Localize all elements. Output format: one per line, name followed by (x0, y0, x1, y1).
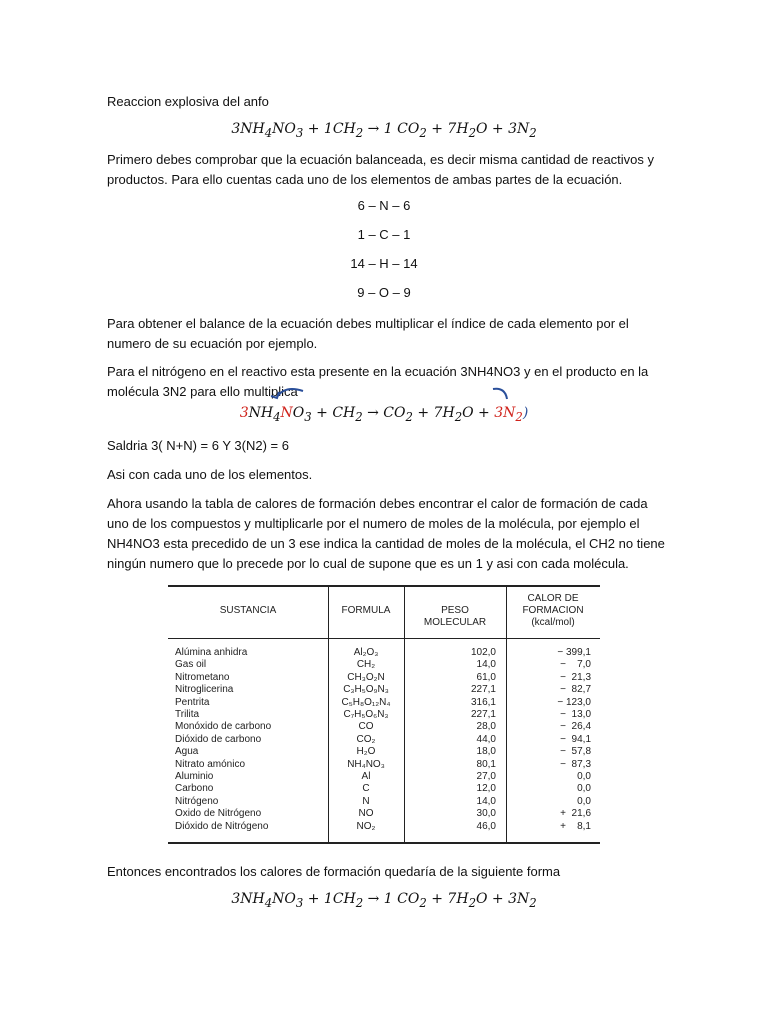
row-peso: 28,0 (476, 721, 496, 733)
row-calor: 0,0 (577, 783, 591, 795)
paragraph-final: Entonces encontrados los calores de formación quedaría de la siguiente forma (107, 864, 561, 879)
row-name: Trilita (175, 709, 200, 720)
row-name: Nitrato amónico (175, 758, 246, 770)
row-calor: − 123,0 (557, 696, 591, 708)
table-row (168, 709, 600, 721)
row-formula: CH₃O₂N (347, 671, 385, 683)
row-calor: + 8,1 (560, 820, 591, 832)
row-peso: 227,1 (470, 709, 496, 720)
paragraph-each: Asi con cada uno de los elementos. (107, 467, 313, 482)
table-row (168, 771, 600, 783)
row-peso: 14,0 (476, 659, 496, 671)
row-calor: − 82,7 (560, 684, 591, 696)
row-calor: − 87,3 (560, 758, 591, 770)
row-name: Dióxido de carbono (175, 733, 262, 745)
table-row (168, 759, 600, 771)
balance-o: 9 – O – 9 (357, 285, 411, 300)
table-row (168, 659, 600, 671)
row-calor: − 21,3 (560, 671, 591, 683)
table-row (168, 684, 600, 696)
table-row (168, 647, 600, 659)
row-calor: − 94,1 (560, 733, 591, 745)
header-formula: FORMULA (341, 605, 391, 616)
row-formula: Al (361, 771, 371, 782)
balance-h: 14 – H – 14 (350, 256, 418, 271)
row-formula: C₃H₅O₉N₃ (343, 684, 389, 696)
row-formula: CH₂ (356, 659, 376, 671)
table-row (168, 672, 600, 684)
row-peso: 80,1 (476, 758, 496, 770)
row-peso: 102,0 (470, 647, 496, 658)
row-name: Monóxido de carbono (175, 721, 272, 733)
row-peso: 227,1 (470, 684, 496, 696)
arrow-head-icon (271, 392, 279, 398)
row-name: Dióxido de Nitrógeno (175, 820, 269, 832)
paragraph-balance: Para obtener el balance de la ecuación debes multiplicar el índice de cada elemento por el numero de su ecuación por ejemplo. (107, 316, 629, 351)
header-calor: CALOR DE FORMACION (kcal/mol) (522, 593, 584, 628)
table-row (168, 746, 600, 758)
row-name: Pentrita (175, 696, 210, 708)
row-calor: − 13,0 (560, 709, 591, 720)
row-name: Nitroglicerina (175, 684, 234, 696)
row-formula: N (362, 795, 370, 807)
row-name: Oxido de Nitrógeno (175, 808, 262, 820)
row-formula: C (362, 783, 370, 795)
paragraph-result: Saldria 3( N+N) = 6 Y 3(N2) = 6 (107, 438, 289, 453)
row-formula: NH₄NO₃ (347, 758, 385, 770)
paragraph-intro: Primero debes comprobar que la ecuación balanceada, es decir misma cantidad de reactivos y productos. Para ello cuentas cada uno de los elementos de ambas partes de la ecuación. (107, 152, 655, 187)
row-peso: 12,0 (476, 783, 496, 795)
arrow-curve-icon (493, 389, 507, 399)
row-name: Nitrógeno (175, 795, 219, 807)
equation-2: $3NH_4NO_3 + CH_2 \to CO_2 + 7H_2O + 3N_2$) (239, 405, 529, 424)
row-formula: Al₂O₃ (353, 647, 379, 658)
row-peso: 316,1 (470, 696, 496, 708)
row-peso: 61,0 (476, 671, 496, 683)
row-name: Alúmina anhidra (175, 647, 248, 658)
row-calor: 0,0 (577, 795, 591, 807)
table-row (168, 821, 600, 833)
arrow-curve-icon (277, 389, 303, 397)
row-formula: NO₂ (356, 820, 376, 832)
row-name: Nitrometano (175, 671, 230, 683)
row-formula: C₅H₈O₁₂N₄ (341, 696, 391, 708)
row-peso: 27,0 (476, 771, 496, 782)
heading: Reaccion explosiva del anfo (107, 94, 269, 109)
equation-1: $3NH_4NO_3 + 1CH_2 \to 1$ $CO_2 + 7H_2O + 3N_2$ (231, 121, 537, 140)
row-calor: − 7,0 (560, 659, 591, 671)
table-row (168, 734, 600, 746)
row-calor: + 21,6 (560, 808, 591, 820)
row-peso: 46,0 (476, 820, 496, 832)
equation-3: $3NH_4NO_3 + 1CH_2 \to 1$ $CO_2 + 7H_2O + 3N_2$ (231, 891, 537, 910)
row-name: Agua (175, 746, 199, 758)
header-peso: PESO MOLECULAR (423, 605, 487, 628)
row-peso: 44,0 (476, 733, 496, 745)
row-formula: CO₂ (356, 733, 376, 745)
table-row (168, 721, 600, 733)
row-calor: − 26,4 (560, 721, 591, 733)
paragraph-nitrogen: Para el nitrógeno en el reactivo esta presente en la ecuación 3NH4NO3 y en el producto en la molécula 3N2 para ello multiplica (107, 364, 649, 399)
row-formula: H₂O (356, 746, 376, 758)
table-row (168, 808, 600, 820)
row-calor: − 399,1 (557, 647, 591, 658)
table-row (168, 783, 600, 795)
row-calor: 0,0 (577, 771, 591, 782)
table-row (168, 697, 600, 709)
row-name: Gas oil (175, 659, 207, 671)
row-name: Aluminio (175, 771, 214, 782)
row-formula: CO (358, 721, 374, 733)
row-formula: C₇H₅O₆N₃ (343, 709, 389, 720)
arrows-overlay (255, 385, 525, 401)
row-calor: − 57,8 (560, 746, 591, 758)
header-sustancia: SUSTANCIA (219, 605, 277, 616)
heat-of-formation-table (168, 585, 600, 844)
row-peso: 14,0 (476, 795, 496, 807)
row-formula: NO (358, 808, 374, 820)
balance-n: 6 – N – 6 (357, 198, 411, 213)
row-name: Carbono (175, 783, 214, 795)
row-peso: 18,0 (476, 746, 496, 758)
paragraph-table-intro: Ahora usando la tabla de calores de formación debes encontrar el calor de formación de cada uno de los compuestos y multiplicarle por el numero de moles de la molécula, por ejemplo el NH4NO3 esta precedido de un 3 ese indica la cantidad de moles de la molécula, el CH2 no tiene ningún numero que lo precede por lo cual de supone que es un 1 y asi con cada molécula. (107, 496, 665, 571)
table-row (168, 796, 600, 808)
row-peso: 30,0 (476, 808, 496, 820)
balance-c: 1 – C – 1 (357, 227, 411, 242)
